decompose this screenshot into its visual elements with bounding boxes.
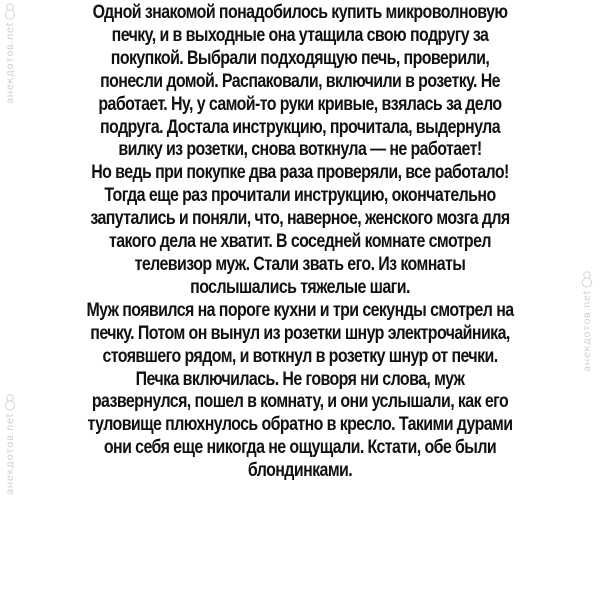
story-line: вилку из розетки, снова воткнула — не работает!: [118, 139, 482, 161]
story-line: туловище плюхнулось обратно в кресло. Такими дурами: [87, 414, 513, 436]
story-line: понесли домой. Распаковали, включили в розетку. Не: [100, 70, 500, 92]
story-line: печку. Потом он вынул из розетки шнур электрочайника,: [90, 322, 510, 344]
story-line: телевизор муж. Стали звать его. Из комнаты: [134, 253, 466, 275]
story-line: работает. Ну, у самой-то руки кривые, взялась за дело: [98, 93, 502, 115]
story-line: стоявшего рядом, и воткнул в розетку шнур от печки.: [102, 345, 498, 367]
watermark-text: анекдотов.net: [4, 413, 16, 495]
story-line: Тогда еще раз прочитали инструкцию, окончательно: [104, 185, 496, 207]
story-line: такого дела не хватит. В соседней комнате смотрел: [109, 231, 491, 253]
story-line: послышались тяжелые шаги.: [190, 276, 410, 298]
story-line: развернулся, пошел в комнату, и они услышали, как его: [91, 391, 509, 413]
story-line: блондинками.: [247, 460, 353, 482]
story-line: подруга. Достала инструкцию, прочитала, выдернула: [99, 116, 500, 138]
story-line: они себя еще никогда не ощущали. Кстати, обе были: [103, 437, 497, 459]
story-line: Печка включилась. Не говоря ни слова, муж: [135, 368, 465, 390]
watermark-text: анекдотов.net: [4, 22, 16, 104]
story-line: покупкой. Выбрали подходящую печь, проверили,: [110, 47, 490, 69]
story-line: запутались и поняли, что, наверное, женского мозга для: [90, 208, 510, 230]
story-line: Но ведь при покупке два раза проверяли, все работало!: [91, 162, 509, 184]
watermark-text: анекдотов.net: [581, 290, 593, 372]
story-line: Муж появился на пороге кухни и три секунды смотрел на: [86, 299, 514, 321]
story-line: Одной знакомой понадобилось купить микроволновую: [92, 2, 508, 23]
story-line: печку, и в выходные она утащила свою подругу за: [111, 24, 489, 46]
story-text: [0, 2, 600, 483]
